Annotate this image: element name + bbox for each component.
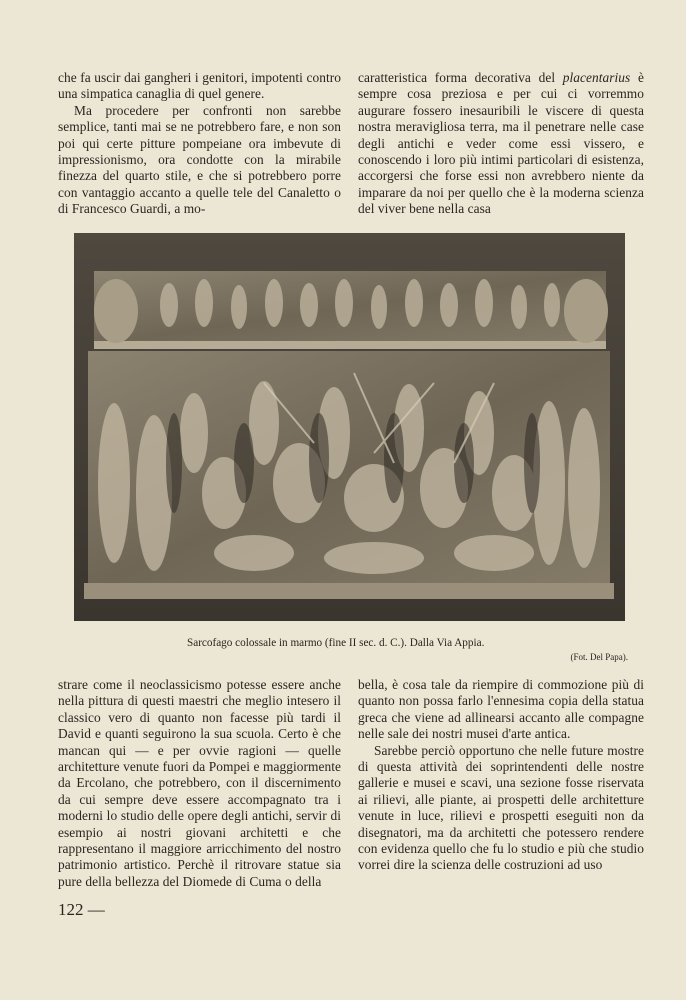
paragraph-lead: caratteristica forma decorativa del xyxy=(358,70,563,85)
page-number: 122 — xyxy=(58,900,105,919)
text-column-top-left xyxy=(58,70,341,218)
text-column-bottom-left xyxy=(58,677,341,890)
photo-credit: (Fot. Del Papa). xyxy=(570,652,628,662)
paragraph: Sarebbe perciò opportuno che nelle future mostre di questa attività dei soprintendenti delle nostre gallerie e musei e scavi, una sezione fosse riservata ai rilievi, alle piante, ai prospetti delle architetture venute in luce, rilievi e prospetti eseguiti non da disegnatori, ma da architetti che potessero rendere con evidenza quello che fu lo studio e più che studio vorrei dire la scienza delle costruzioni ad uso xyxy=(358,742,644,873)
paragraph: bella, è cosa tale da riempire di commozione più di quanto non possa farlo l'ennesima copia della statua greca che viene ad allinearsi accanto alle compagne nelle sale dei nostri musei d'arte antica. xyxy=(358,677,644,742)
italic-term: placentarius xyxy=(562,70,631,85)
figure-caption: Sarcofago colossale in marmo (fine II sec. d. C.). Dalla Via Appia. xyxy=(187,637,485,649)
paragraph-rest: è sempre cosa preziosa e per cui ci vorremmo augurare fossero inesauribili le viscere di questa nostra meravigliosa terra, ma il penetrare nelle case degli antichi e veder come essi vissero, e conoscendo i loro più intimi particolari di esistenza, accorgersi che forse essi non avrebbero niente da imparare da noi per quello che è la moderna scienza del viver bene nella casa xyxy=(358,70,644,217)
text-column-top-right xyxy=(358,70,644,218)
sarcophagus-photo xyxy=(74,233,625,621)
relief-illustration xyxy=(74,233,625,621)
paragraph xyxy=(358,70,644,218)
paragraph: Ma procedere per confronti non sarebbe semplice, tanti mai se ne potrebbero fare, e non son poi qui certe pitture pompeiane ora imbevute di impressionismo, ora condotte con la mirabile finezza del quarto stile, e che si potrebbero porre con vantaggio accanto a quelle tele del Canaletto o di Francesco Guardi, a mo- xyxy=(58,102,341,217)
paragraph: che fa uscir dai gangheri i genitori, impotenti contro una simpatica canaglia di quel genere. xyxy=(58,70,341,102)
text-column-bottom-right xyxy=(358,677,644,874)
paragraph: strare come il neoclassicismo potesse essere anche nella pittura di questi maestri che meglio intesero il classico vero di quanto non facesse più tardi il David e quanti seguirono la sua scuola. Certo è che mancan qui — e per ovvie ragioni — quelle architetture venute fuori da Pompei e maggiormente da Ercolano, che potrebbero, con il discernimento da cui sempre deve essere accompagnato tra i moderni lo studio delle opere degli antichi, servir di esempio ai nostri giovani architetti e che rappresentano il maggiore arricchimento del nostro patrimonio artistico. Perchè il ritrovare statue sia pure della bellezza del Diomede di Cuma o della xyxy=(58,677,341,889)
